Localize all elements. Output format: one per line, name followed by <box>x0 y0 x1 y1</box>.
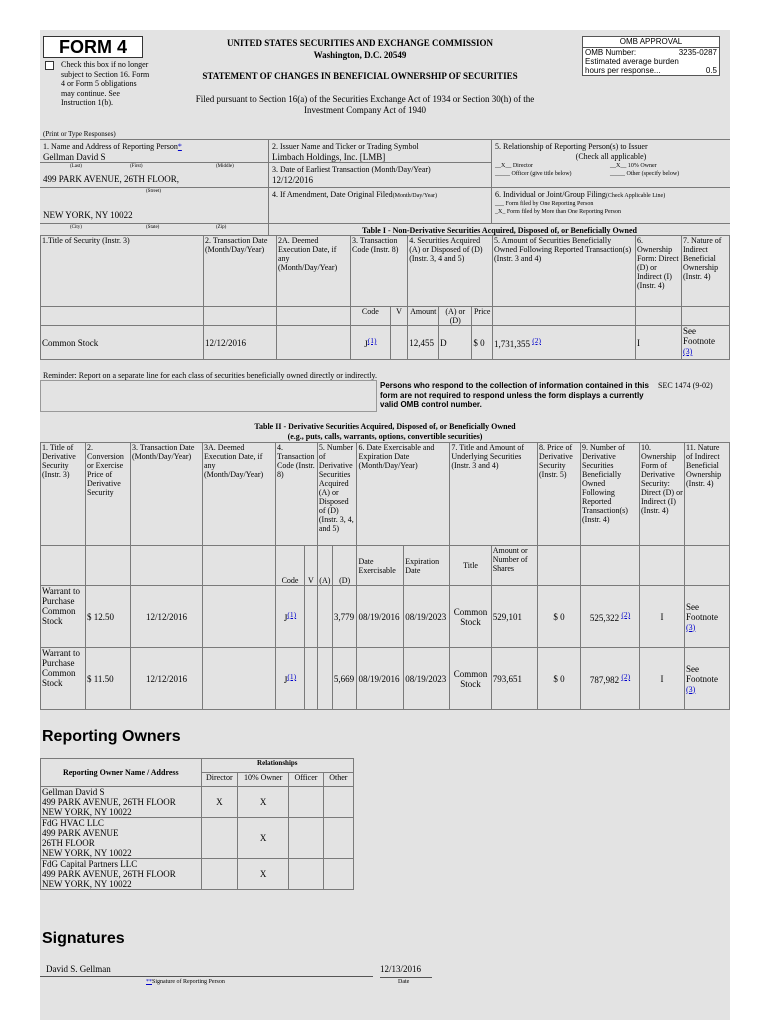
box3-label: 3. Date of Earliest Transaction (Month/Day/Year) <box>272 165 431 174</box>
t2-r1-nature-footnote[interactable]: (3) <box>686 622 696 632</box>
signatures-heading: Signatures <box>42 930 125 947</box>
owner2-address <box>41 818 202 859</box>
t2-r2-form: I <box>640 648 685 710</box>
t1-nature-footnote[interactable]: (3) <box>683 347 693 356</box>
t1-nature-text: See Footnote <box>683 326 716 346</box>
t2-r2-nature-footnote[interactable]: (3) <box>686 684 696 694</box>
t1-h5: 5. Amount of Securities Beneficially Owned Following Reported Transaction(s) (Instr. 3 and 4) <box>493 236 636 307</box>
form-page <box>40 30 730 1020</box>
box6-filing <box>492 187 730 224</box>
t2-h5: 5. Number of Derivative Securities Acquired (A) or Disposed of (D) (Instr. 3, 4, and 5) <box>317 443 357 546</box>
owner1-l2: 499 PARK AVENUE, 26TH FLOOR <box>42 797 176 807</box>
t2-h1: 1. Title of Derivative Security (Instr. 3) <box>41 443 86 546</box>
t1-row-code <box>351 326 391 360</box>
t2-r1-a <box>317 586 332 648</box>
omb-burden: Estimated average burden <box>585 57 679 66</box>
t2-sub-v: V <box>305 546 318 586</box>
box4-sub: (Month/Day/Year) <box>392 193 438 199</box>
t1-sub-empty5 <box>636 307 682 326</box>
box1-divider3 <box>40 223 268 224</box>
t2-r2-ut: Common Stock <box>450 648 491 710</box>
t1-sub-aord: (A) or (D) <box>439 307 472 326</box>
t2-r2-owned <box>581 648 640 710</box>
sec-code: SEC 1474 (9-02) <box>658 381 713 390</box>
date-caption: Date <box>398 979 410 985</box>
t2-r1-owned <box>581 586 640 648</box>
t2-r2-price: $ 0 <box>538 648 581 710</box>
t2-r1-title: Warrant to Purchase Common Stock <box>41 586 86 648</box>
t1-sub-v: V <box>390 307 408 326</box>
owner3-l3: NEW YORK, NY 10022 <box>42 879 132 889</box>
zip-caption: (Zip) <box>216 225 227 230</box>
owners-col-name: Reporting Owner Name / Address <box>41 759 202 787</box>
t1-row-amount: 12,455 <box>408 326 439 360</box>
t1-h7: 7. Nature of Indirect Beneficial Ownership (Instr. 4) <box>682 236 730 307</box>
box1-star-link[interactable]: * <box>177 142 182 151</box>
t2-sub-d: (D) <box>332 546 357 586</box>
owner2-officer <box>289 818 323 859</box>
t2-r2-v <box>305 648 318 710</box>
box6-label <box>495 190 665 199</box>
t2-r1-deemed <box>203 586 276 648</box>
t1-sub-empty3 <box>277 307 351 326</box>
t2-r2-code-value: J <box>283 675 288 685</box>
t1-code-value: J <box>364 339 368 349</box>
box1-label-text: 1. Name and Address of Reporting Person <box>43 142 178 151</box>
t1-sub-price: Price <box>472 307 493 326</box>
reminder-text: Reminder: Report on a separate line for each class of securities beneficially owned directly or indirectly. <box>43 371 378 380</box>
owner1-ten: X <box>238 787 289 818</box>
t2-sub-e4 <box>203 546 276 586</box>
t1-row-v <box>390 326 408 360</box>
t1-h2: 2. Transaction Date (Month/Day/Year) <box>204 236 277 307</box>
t1-h3: 3. Transaction Code (Instr. 8) <box>351 236 408 307</box>
t2-sub-code: Code <box>276 546 305 586</box>
t2-r2-uamt: 793,651 <box>491 648 537 710</box>
table2-derivative <box>40 442 730 710</box>
issuer-name: Limbach Holdings, Inc. [LMB] <box>272 152 386 162</box>
owner2-l4: NEW YORK, NY 10022 <box>42 848 132 858</box>
omb-number: 3235-0287 <box>678 48 717 57</box>
owner1-l3: NEW YORK, NY 10022 <box>42 807 132 817</box>
t2-h9: 9. Number of Derivative Securities Beneficially Owned Following Reported Transaction(s) (Instr. 4) <box>581 443 640 546</box>
owner-row-1 <box>41 787 354 818</box>
t2-row-2 <box>41 648 730 710</box>
reporting-info-section <box>40 139 730 236</box>
t1-row-title: Common Stock <box>41 326 204 360</box>
t2-r2-code <box>276 648 305 710</box>
t2-r2-owned-footnote[interactable]: (2) <box>621 672 631 681</box>
reporting-owners-heading: Reporting Owners <box>42 728 181 745</box>
t1-row-deemed <box>277 326 351 360</box>
officer-check: _____ Officer (give title below) <box>495 171 572 177</box>
owner3-l2: 499 PARK AVENUE, 26TH FLOOR <box>42 869 176 879</box>
t2-h8: 8. Price of Derivative Security (Instr. 5) <box>538 443 581 546</box>
signature-star-link[interactable]: ** <box>146 979 152 985</box>
t2-sub-title: Title <box>450 546 491 586</box>
t1-row-aord: D <box>439 326 472 360</box>
box2-label: 2. Issuer Name and Ticker or Trading Symbol <box>272 142 419 151</box>
t2-r1-v <box>305 586 318 648</box>
t2-sub-a: (A) <box>317 546 332 586</box>
t2-r2-owned-value: 787,982 <box>589 675 620 685</box>
agency-city: Washington, D.C. 20549 <box>313 50 407 60</box>
t2-r2-d: 5,669 <box>332 648 357 710</box>
reporting-address: 499 PARK AVENUE, 26TH FLOOR, <box>43 174 180 184</box>
ten-pct-owner-check: __X__ 10% Owner <box>610 163 657 169</box>
reporting-city-state: NEW YORK, NY 10022 <box>43 210 133 220</box>
t2-h2: 2. Conversion or Exercise Price of Derivative Security <box>86 443 131 546</box>
t2-r1-date: 12/12/2016 <box>131 586 203 648</box>
t2-r1-d: 3,779 <box>332 586 357 648</box>
owner1-l1: Gellman David S <box>42 787 105 797</box>
middle-caption: (Middle) <box>216 164 234 169</box>
t2-sub-e2 <box>86 546 131 586</box>
t1-row-date: 12/12/2016 <box>204 326 277 360</box>
t2-r1-owned-footnote[interactable]: (2) <box>621 610 631 619</box>
checkbox-label: Check this box if no longer subject to Section 16. Form 4 or Form 5 obligations may continue. <box>61 60 150 98</box>
agency-name: UNITED STATES SECURITIES AND EXCHANGE COMMISSION <box>227 38 493 48</box>
owner3-ten: X <box>238 859 289 890</box>
t2-r2-exp: 08/19/2023 <box>404 648 450 710</box>
t2-r2-a <box>317 648 332 710</box>
multiple-persons-check: _X_ Form filed by More than One Reporting Person <box>495 209 621 215</box>
earliest-transaction-date: 12/12/2016 <box>272 175 314 185</box>
state-caption: (State) <box>146 225 160 230</box>
t2-sub-exp: Expiration Date <box>404 546 450 586</box>
owner1-other <box>323 787 353 818</box>
t2-sub-amt: Amount or Number of Shares <box>491 546 537 586</box>
owner2-l1: FdG HVAC LLC <box>42 818 104 828</box>
signature-date: 12/13/2016 <box>380 964 432 978</box>
box4-label <box>272 190 437 199</box>
t1-row-owned <box>493 326 636 360</box>
t2-h4: 4. Transaction Code (Instr. 8) <box>276 443 318 546</box>
street-caption: (Street) <box>146 189 161 194</box>
other-check: _____ Other (specify below) <box>610 171 680 177</box>
box4-amendment <box>269 187 492 224</box>
first-caption: (First) <box>130 164 143 169</box>
director-check: __X__ Director <box>495 163 533 169</box>
omb-hours: 0.5 <box>705 66 717 75</box>
box2-issuer <box>269 140 492 162</box>
t2-r2-date: 12/12/2016 <box>131 648 203 710</box>
signature-name: David S. Gellman <box>40 964 373 977</box>
t1-sub-empty1 <box>41 307 204 326</box>
t2-h3: 3. Transaction Date (Month/Day/Year) <box>131 443 203 546</box>
owner1-officer <box>289 787 323 818</box>
omb-hours-label: hours per response... <box>585 66 661 75</box>
owner3-director <box>201 859 238 890</box>
t1-row-nature <box>682 326 730 360</box>
owner-row-2 <box>41 818 354 859</box>
box5-label: 5. Relationship of Reporting Person(s) to Issuer <box>495 142 648 151</box>
filed-pursuant-line2: Investment Company Act of 1940 <box>304 105 426 115</box>
print-type-note: (Print or Type Responses) <box>43 130 116 138</box>
owner-row-3 <box>41 859 354 890</box>
t1-owned-footnote[interactable]: (2) <box>532 336 541 345</box>
owner2-ten: X <box>238 818 289 859</box>
t1-h4: 4. Securities Acquired (A) or Disposed of (D) (Instr. 3, 4 and 5) <box>408 236 493 307</box>
t2-r1-price: $ 0 <box>538 586 581 648</box>
t2-h7: 7. Title and Amount of Underlying Securities (Instr. 3 and 4) <box>450 443 538 546</box>
t2-r2-nature-text: See Footnote <box>686 663 719 684</box>
filed-pursuant-line1: Filed pursuant to Section 16(a) of the Securities Exchange Act of 1934 or Section 30(h) of the <box>195 94 535 104</box>
owner3-other <box>323 859 353 890</box>
owner1-address <box>41 787 202 818</box>
owner3-l1: FdG Capital Partners LLC <box>42 859 138 869</box>
reporting-owners-table <box>40 758 354 890</box>
box1-divider <box>40 162 268 163</box>
instruction-note: See Instruction 1(b). <box>61 88 120 107</box>
box1-reporting-person <box>40 140 269 236</box>
t2-sub-e8 <box>685 546 730 586</box>
t2-sub-e5 <box>538 546 581 586</box>
owner1-director: X <box>201 787 238 818</box>
t2-h10: 10. Ownership Form of Derivative Security: Direct (D) or Indirect (I) (Instr. 4) <box>640 443 685 546</box>
owners-col-rel: Relationships <box>201 759 353 773</box>
t1-sub-empty6 <box>682 307 730 326</box>
signature-caption <box>146 979 225 985</box>
box4-label-text: 4. If Amendment, Date Original Filed <box>272 190 393 199</box>
no-longer-subject-checkbox[interactable] <box>45 61 54 70</box>
table1-title: Table I - Non-Derivative Securities Acquired, Disposed of, or Beneficially Owned <box>269 223 730 237</box>
t2-r2-conv: $ 11.50 <box>86 648 131 710</box>
t1-h2a: 2A. Deemed Execution Date, if any (Month/Day/Year) <box>277 236 351 307</box>
t2-r2-title: Warrant to Purchase Common Stock <box>41 648 86 710</box>
owner2-other <box>323 818 353 859</box>
owner2-director <box>201 818 238 859</box>
t2-r1-code-value: J <box>283 613 288 623</box>
owners-col-other: Other <box>323 773 353 787</box>
t1-row-form: I <box>636 326 682 360</box>
t1-sub-empty2 <box>204 307 277 326</box>
t2-r1-conv: $ 12.50 <box>86 586 131 648</box>
table1-non-derivative <box>40 235 730 360</box>
t1-h6: 6. Ownership Form: Direct (D) or Indirect (I) (Instr. 4) <box>636 236 682 307</box>
last-caption: (Last) <box>70 164 82 169</box>
t1-row-price: $ 0 <box>472 326 493 360</box>
box5-sub: (Check all applicable) <box>575 152 647 161</box>
owner3-officer <box>289 859 323 890</box>
signature-label: Signature of Reporting Person <box>152 979 225 985</box>
owners-col-ten: 10% Owner <box>238 773 289 787</box>
t1-h1: 1.Title of Security (Instr. 3) <box>41 236 204 307</box>
statement-title: STATEMENT OF CHANGES IN BENEFICIAL OWNERSHIP OF SECURITIES <box>202 71 518 81</box>
reporting-person-name: Gellman David S <box>43 152 106 162</box>
box1-label <box>43 142 182 151</box>
persons-notice: Persons who respond to the collection of information contained in this form are not required to respond unless the form displays a currently valid OMB control number. <box>380 381 649 409</box>
owner3-address <box>41 859 202 890</box>
owners-col-director: Director <box>201 773 238 787</box>
owner2-l3: 26TH FLOOR <box>42 838 95 848</box>
t2-sub-e1 <box>41 546 86 586</box>
box3-earliest-date <box>269 162 492 188</box>
box6-label-text: 6. Individual or Joint/Group Filing <box>495 190 606 199</box>
box1-divider2 <box>40 187 268 188</box>
t2-h3a: 3A. Deemed Execution Date, if any (Month/Day/Year) <box>203 443 276 546</box>
form-title: FORM 4 <box>43 36 143 58</box>
checkbox-text <box>61 60 151 108</box>
table2-subtitle: (e.g., puts, calls, warrants, options, convertible securities) <box>287 432 483 441</box>
t2-r1-exp: 08/19/2023 <box>404 586 450 648</box>
t2-r1-form: I <box>640 586 685 648</box>
t1-sub-empty4 <box>493 307 636 326</box>
t2-r1-uamt: 529,101 <box>491 586 537 648</box>
omb-title: OMB APPROVAL <box>583 37 719 48</box>
t2-h11: 11. Nature of Indirect Beneficial Ownership (Instr. 4) <box>685 443 730 546</box>
t2-r1-ut: Common Stock <box>450 586 491 648</box>
t2-r1-code-footnote[interactable]: (1) <box>287 610 297 619</box>
t2-r1-nature <box>685 586 730 648</box>
t2-r1-ex: 08/19/2016 <box>357 586 404 648</box>
box5-relationship <box>492 140 730 187</box>
one-person-check: ___ Form filed by One Reporting Person <box>495 201 594 207</box>
reminder-box <box>40 380 377 412</box>
omb-number-label: OMB Number: <box>585 48 637 57</box>
t2-r2-nature <box>685 648 730 710</box>
t2-row-1 <box>41 586 730 648</box>
table2-title: Table II - Derivative Securities Acquired, Disposed of, or Beneficially Owned <box>254 422 516 431</box>
t2-r2-deemed <box>203 648 276 710</box>
t1-code-footnote[interactable]: (1) <box>367 336 377 345</box>
t2-r2-code-footnote[interactable]: (1) <box>287 672 297 681</box>
t2-sub-e6 <box>581 546 640 586</box>
t1-row <box>41 326 730 360</box>
t2-sub-e7 <box>640 546 685 586</box>
city-caption: (City) <box>70 225 82 230</box>
t2-r1-owned-value: 525,322 <box>589 613 620 623</box>
t1-sub-amount: Amount <box>408 307 439 326</box>
t2-sub-e3 <box>131 546 203 586</box>
omb-approval-box <box>582 36 720 76</box>
box6-sub: (Check Applicable Line) <box>605 193 666 199</box>
t1-sub-code: Code <box>351 307 391 326</box>
t2-r2-ex: 08/19/2016 <box>357 648 404 710</box>
t2-r1-nature-text: See Footnote <box>686 601 719 622</box>
owner2-l2: 499 PARK AVENUE <box>42 828 119 838</box>
t1-owned-value: 1,731,355 <box>494 339 530 349</box>
t2-sub-date-ex: Date Exercisable <box>357 546 404 586</box>
t2-r1-code <box>276 586 305 648</box>
t2-h6: 6. Date Exercisable and Expiration Date (Month/Day/Year) <box>357 443 450 546</box>
owners-col-officer: Officer <box>289 773 323 787</box>
